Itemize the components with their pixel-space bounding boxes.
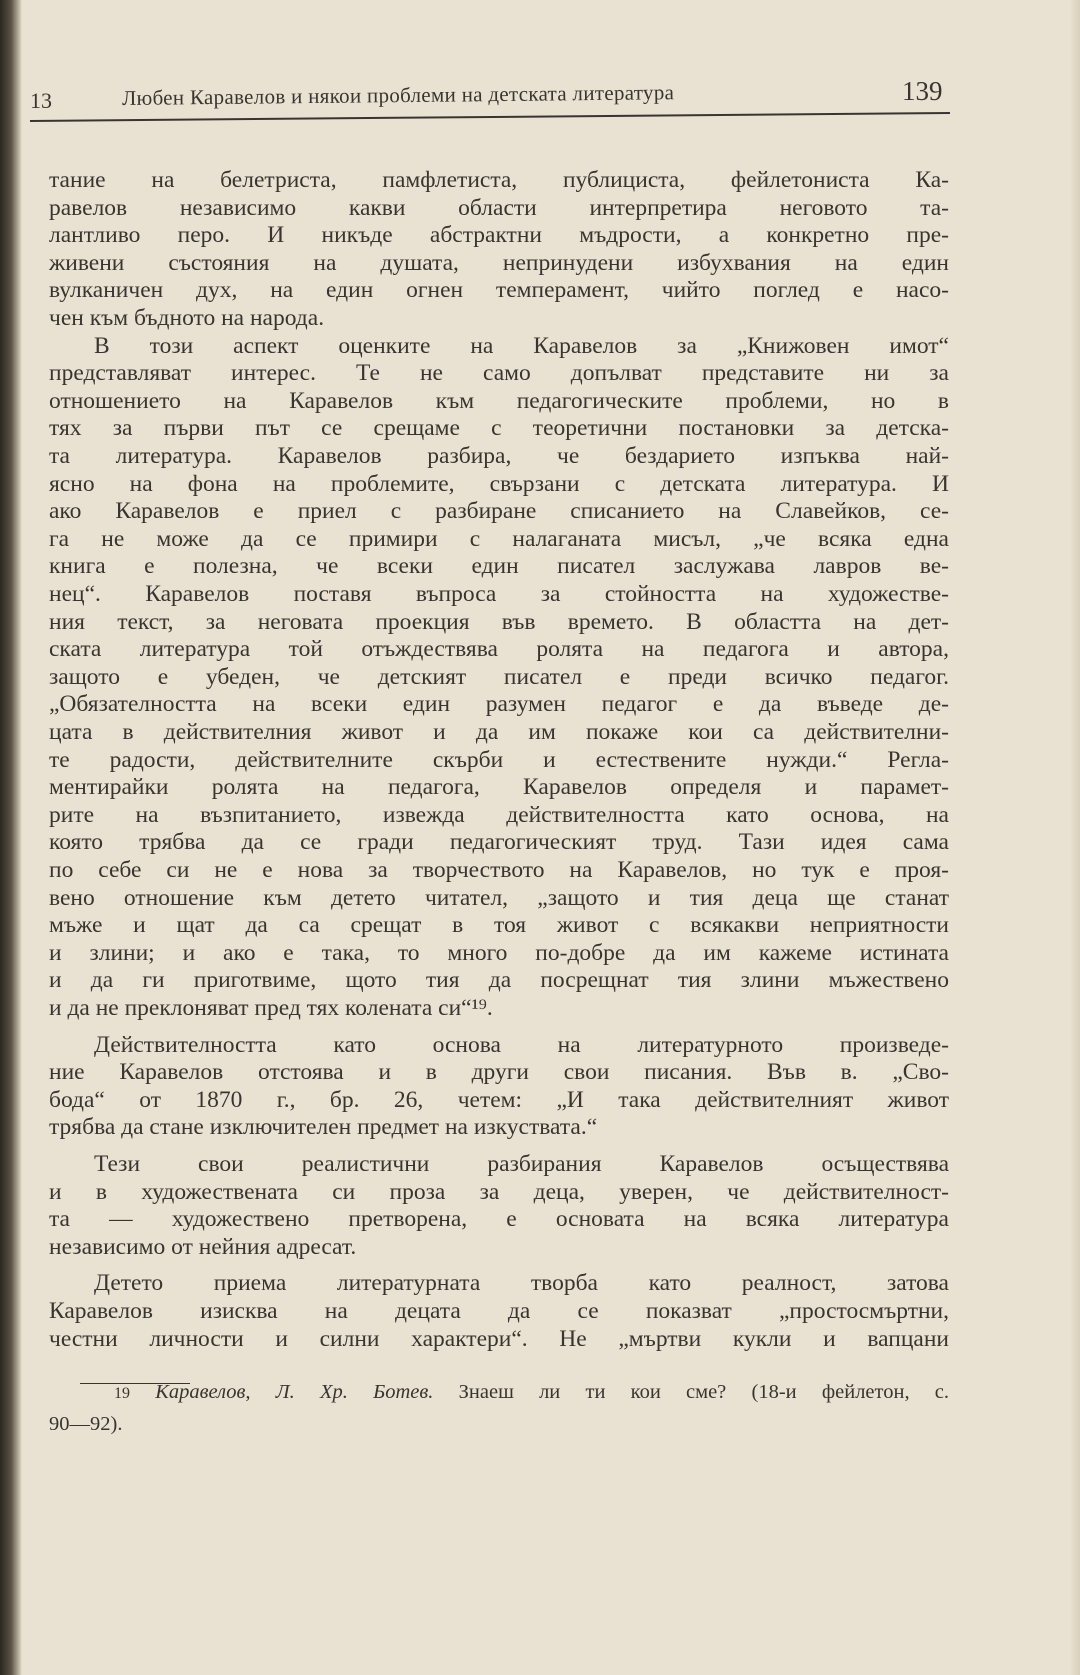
text-line: чен към бъдното на народа. (49, 305, 325, 331)
text-line: честни личности и силни характери“. Не „мъртви кукли и вапцани (49, 1325, 949, 1352)
text-line: га не може да се примири с налаганата мисъл, „че всяка една (49, 525, 949, 552)
text-line: та литература. Каравелов разбира, че бездарието изпъква най- (49, 443, 949, 469)
text-line: Тези свои реалистични разбирания Каравелов осъществява (94, 1151, 949, 1177)
text-line: ясно на фона на проблемите, свързани с детската литература. И (49, 470, 949, 497)
text-line: ние Каравелов отстоява и в други свои писания. Във в. „Сво- (49, 1059, 949, 1086)
text-line: трябва да стане изключителен предмет на изкуствата.“ (49, 1114, 598, 1141)
text-line: която трябва да се гради педагогическият труд. Тази идея сама (49, 829, 949, 856)
page-number: 139 (902, 76, 943, 106)
text-line: ако Каравелов е приел с разбиране списанието на Славейков, се- (49, 498, 949, 525)
text-line: ментирайки ролята на педагога, Каравелов определя и парамет- (49, 774, 949, 801)
text-line: рите на възпитанието, извежда действителността като основа, на (49, 801, 949, 828)
text-line: вулканичен дух, на един огнен темперамент, чийто поглед е насо- (49, 277, 949, 304)
text-line: по себе си не е нова за творчеството на Каравелов, но тук е проя- (49, 857, 949, 883)
page-edge (1070, 0, 1080, 1675)
text-line: представляват интерес. Те не само допълват представите ни за (49, 360, 949, 387)
text-line: книга е полезна, че всеки един писател заслужава лавров ве- (49, 553, 949, 580)
text-line: и да ги приготвиме, щото тия да посрещнат тия злини мъжествено (49, 967, 949, 994)
text-line: нец“. Каравелов поставя въпроса за стойността на художестве- (49, 581, 949, 607)
text-line: защото е убеден, че детският писател е преди всичко педагог. (49, 663, 949, 690)
text-line: независимо от нейния адресат. (49, 1233, 357, 1260)
footnote-text: Знаеш ли ти кои сме? (18-и фейлетон, с. (458, 1381, 950, 1403)
text-line: ската литература той отъждествява ролята на педагога и автора, (49, 636, 949, 663)
text-line: В този аспект оценките на Каравелов за „Книжовен имот“ (94, 332, 949, 359)
chapter-number: 13 (30, 88, 52, 113)
text-line: та — художествено претворена, е основата на всяка литература (49, 1206, 949, 1233)
footnote (114, 1378, 949, 1408)
running-title: Любен Каравелов и някои проблеми на детската литература (121, 80, 675, 110)
text-line: „Обязателността на всеки един разумен педагог е да въведе де- (49, 691, 949, 718)
text-line: лантливо перо. И никъде абстрактни мъдрости, а конкретно пре- (49, 222, 949, 249)
text-line: отношението на Каравелов към педагогическите проблеми, но в (49, 387, 949, 414)
text-line: и злини; и ако е така, то много по-добре да им кажеме истината (49, 939, 949, 966)
text-line: цата в действителния живот и да им покаже кои са действителни- (49, 719, 949, 745)
text-line: Действителността като основа на литературното произведе- (94, 1031, 949, 1058)
text-line: равелов независимо какви области интерпретира неговото та- (49, 194, 949, 221)
header-rule (30, 112, 950, 122)
text-line: вено отношение към детето читател, „защото и тия деца ще станат (49, 884, 949, 911)
text-line: и да не преклоняват пред тях колената си“¹⁹. (49, 995, 493, 1021)
text-line: мъже и щат да са срещат в тоя живот с всякакви неприятности (49, 912, 949, 939)
footnote-continuation: 90—92). (49, 1413, 123, 1435)
text-line: те радости, действителните скърби и естествените нужди.“ Регла- (49, 746, 949, 773)
text-line: и в художествената си проза за деца, уверен, че действителност- (49, 1178, 949, 1205)
text-line: тях за първи път се срещаме с теоретични постановки за детска- (49, 415, 949, 442)
text-line: Детето приема литературната творба като реалност, затова (94, 1270, 949, 1297)
text-line: ния текст, за неговата проекция във времето. В областта на дет- (49, 608, 949, 635)
text-line: бода“ от 1870 г., бр. 26, четем: „И така действителният живот (49, 1086, 949, 1113)
footnote-author: Каравелов, Л. Хр. Ботев. (155, 1381, 434, 1403)
footnote-number: 19 (114, 1385, 130, 1402)
text-line: живени състояния на душата, непринудени избухвания на един (49, 249, 949, 276)
text-line: Каравелов изисква на децата да се показват „простосмъртни, (49, 1298, 949, 1324)
book-binding-shadow (0, 0, 22, 1675)
text-line: тание на белетриста, памфлетиста, публициста, фейлетониста Ка- (49, 167, 949, 193)
